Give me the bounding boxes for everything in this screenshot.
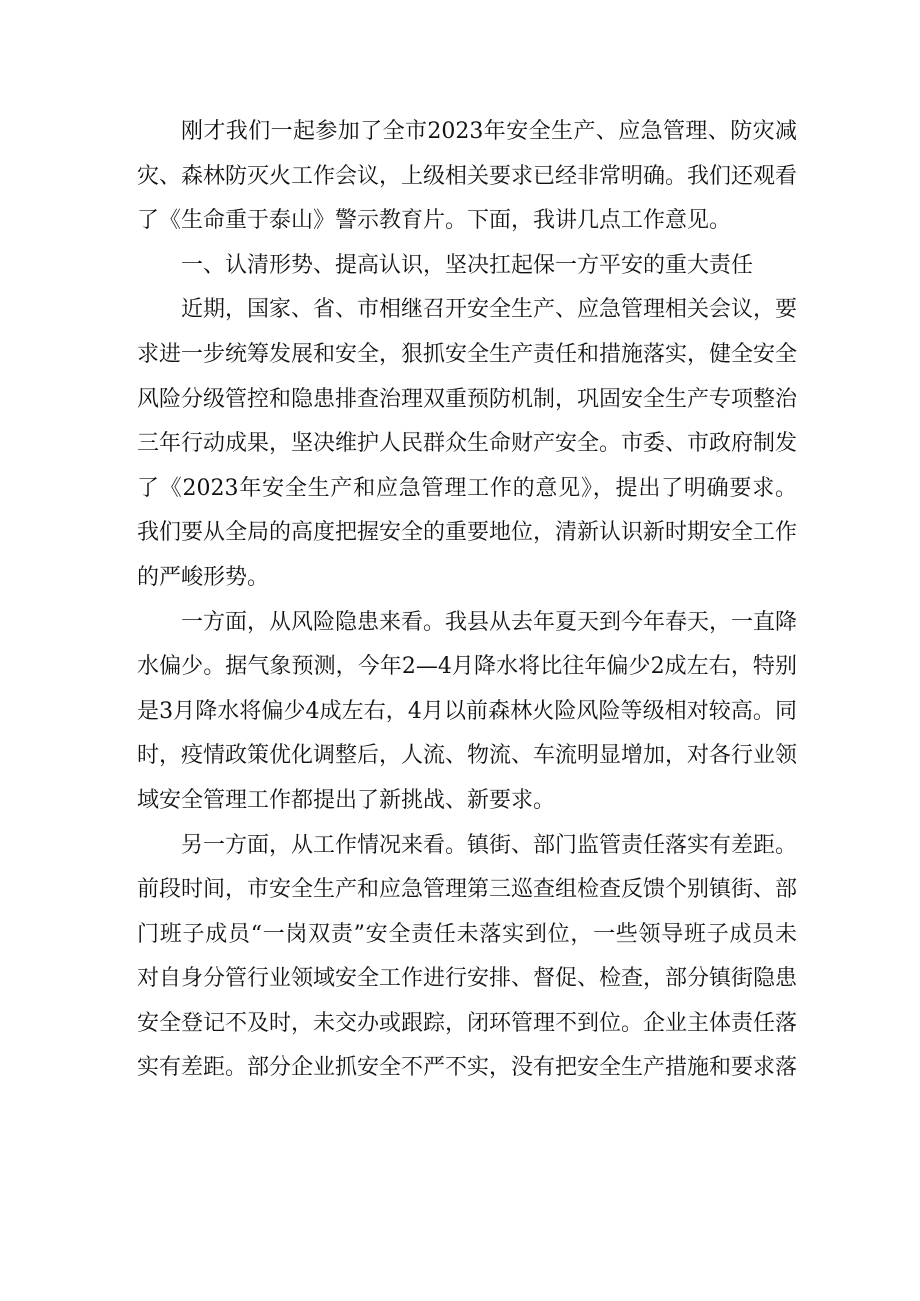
- paragraph-recent-meetings: 近期，国家、省、市相继召开安全生产、应急管理相关会议，要求进一步统筹发展和安全，狠抓安全生产责任和措施落实，健全安全风险分级管控和隐患排查治理双重预防机制，巩固安全生产专项整治三年行动成果，坚决维护人民群众生命财产安全。市委、市政府制发了《2023年安全生产和应急管理工作的意见》，提出了明确要求。我们要从全局的高度把握安全的重要地位，清新认识新时期安全工作的严峻形势。: [137, 297, 798, 590]
- paragraph-work-situation: 另一方面，从工作情况来看。镇街、部门监管责任落实有差距。前段时间，市安全生产和应急管理第三巡查组检查反馈个别镇街、部门班子成员“一岗双责”安全责任未落实到位，一些领导班子成员未对自身分管行业领域安全工作进行安排、督促、检查，部分镇街隐患安全登记不及时，未交办或跟踪，闭环管理不到位。企业主体责任落实有差距。部分企业抓安全不严不实，没有把安全生产措施和要求落: [137, 832, 798, 1081]
- paragraph-intro: 刚才我们一起参加了全市2023年安全生产、应急管理、防灾减灾、森林防灭火工作会议，上级相关要求已经非常明确。我们还观看了《生命重于泰山》警示教育片。下面，我讲几点工作意见。: [137, 119, 798, 234]
- paragraph-risk-hazards: 一方面，从风险隐患来看。我县从去年夏天到今年春天，一直降水偏少。据气象预测，今年2—4月降水将比往年偏少2成左右，特别是3月降水将偏少4成左右，4月以前森林火险风险等级相对较高。同时，疫情政策优化调整后，人流、物流、车流明显增加，对各行业领域安全管理工作都提出了新挑战、新要求。: [137, 609, 798, 813]
- document-body: [137, 110, 797, 1091]
- section-heading-1: 一、认清形势、提高认识，坚决扛起保一方平安的重大责任: [181, 252, 754, 278]
